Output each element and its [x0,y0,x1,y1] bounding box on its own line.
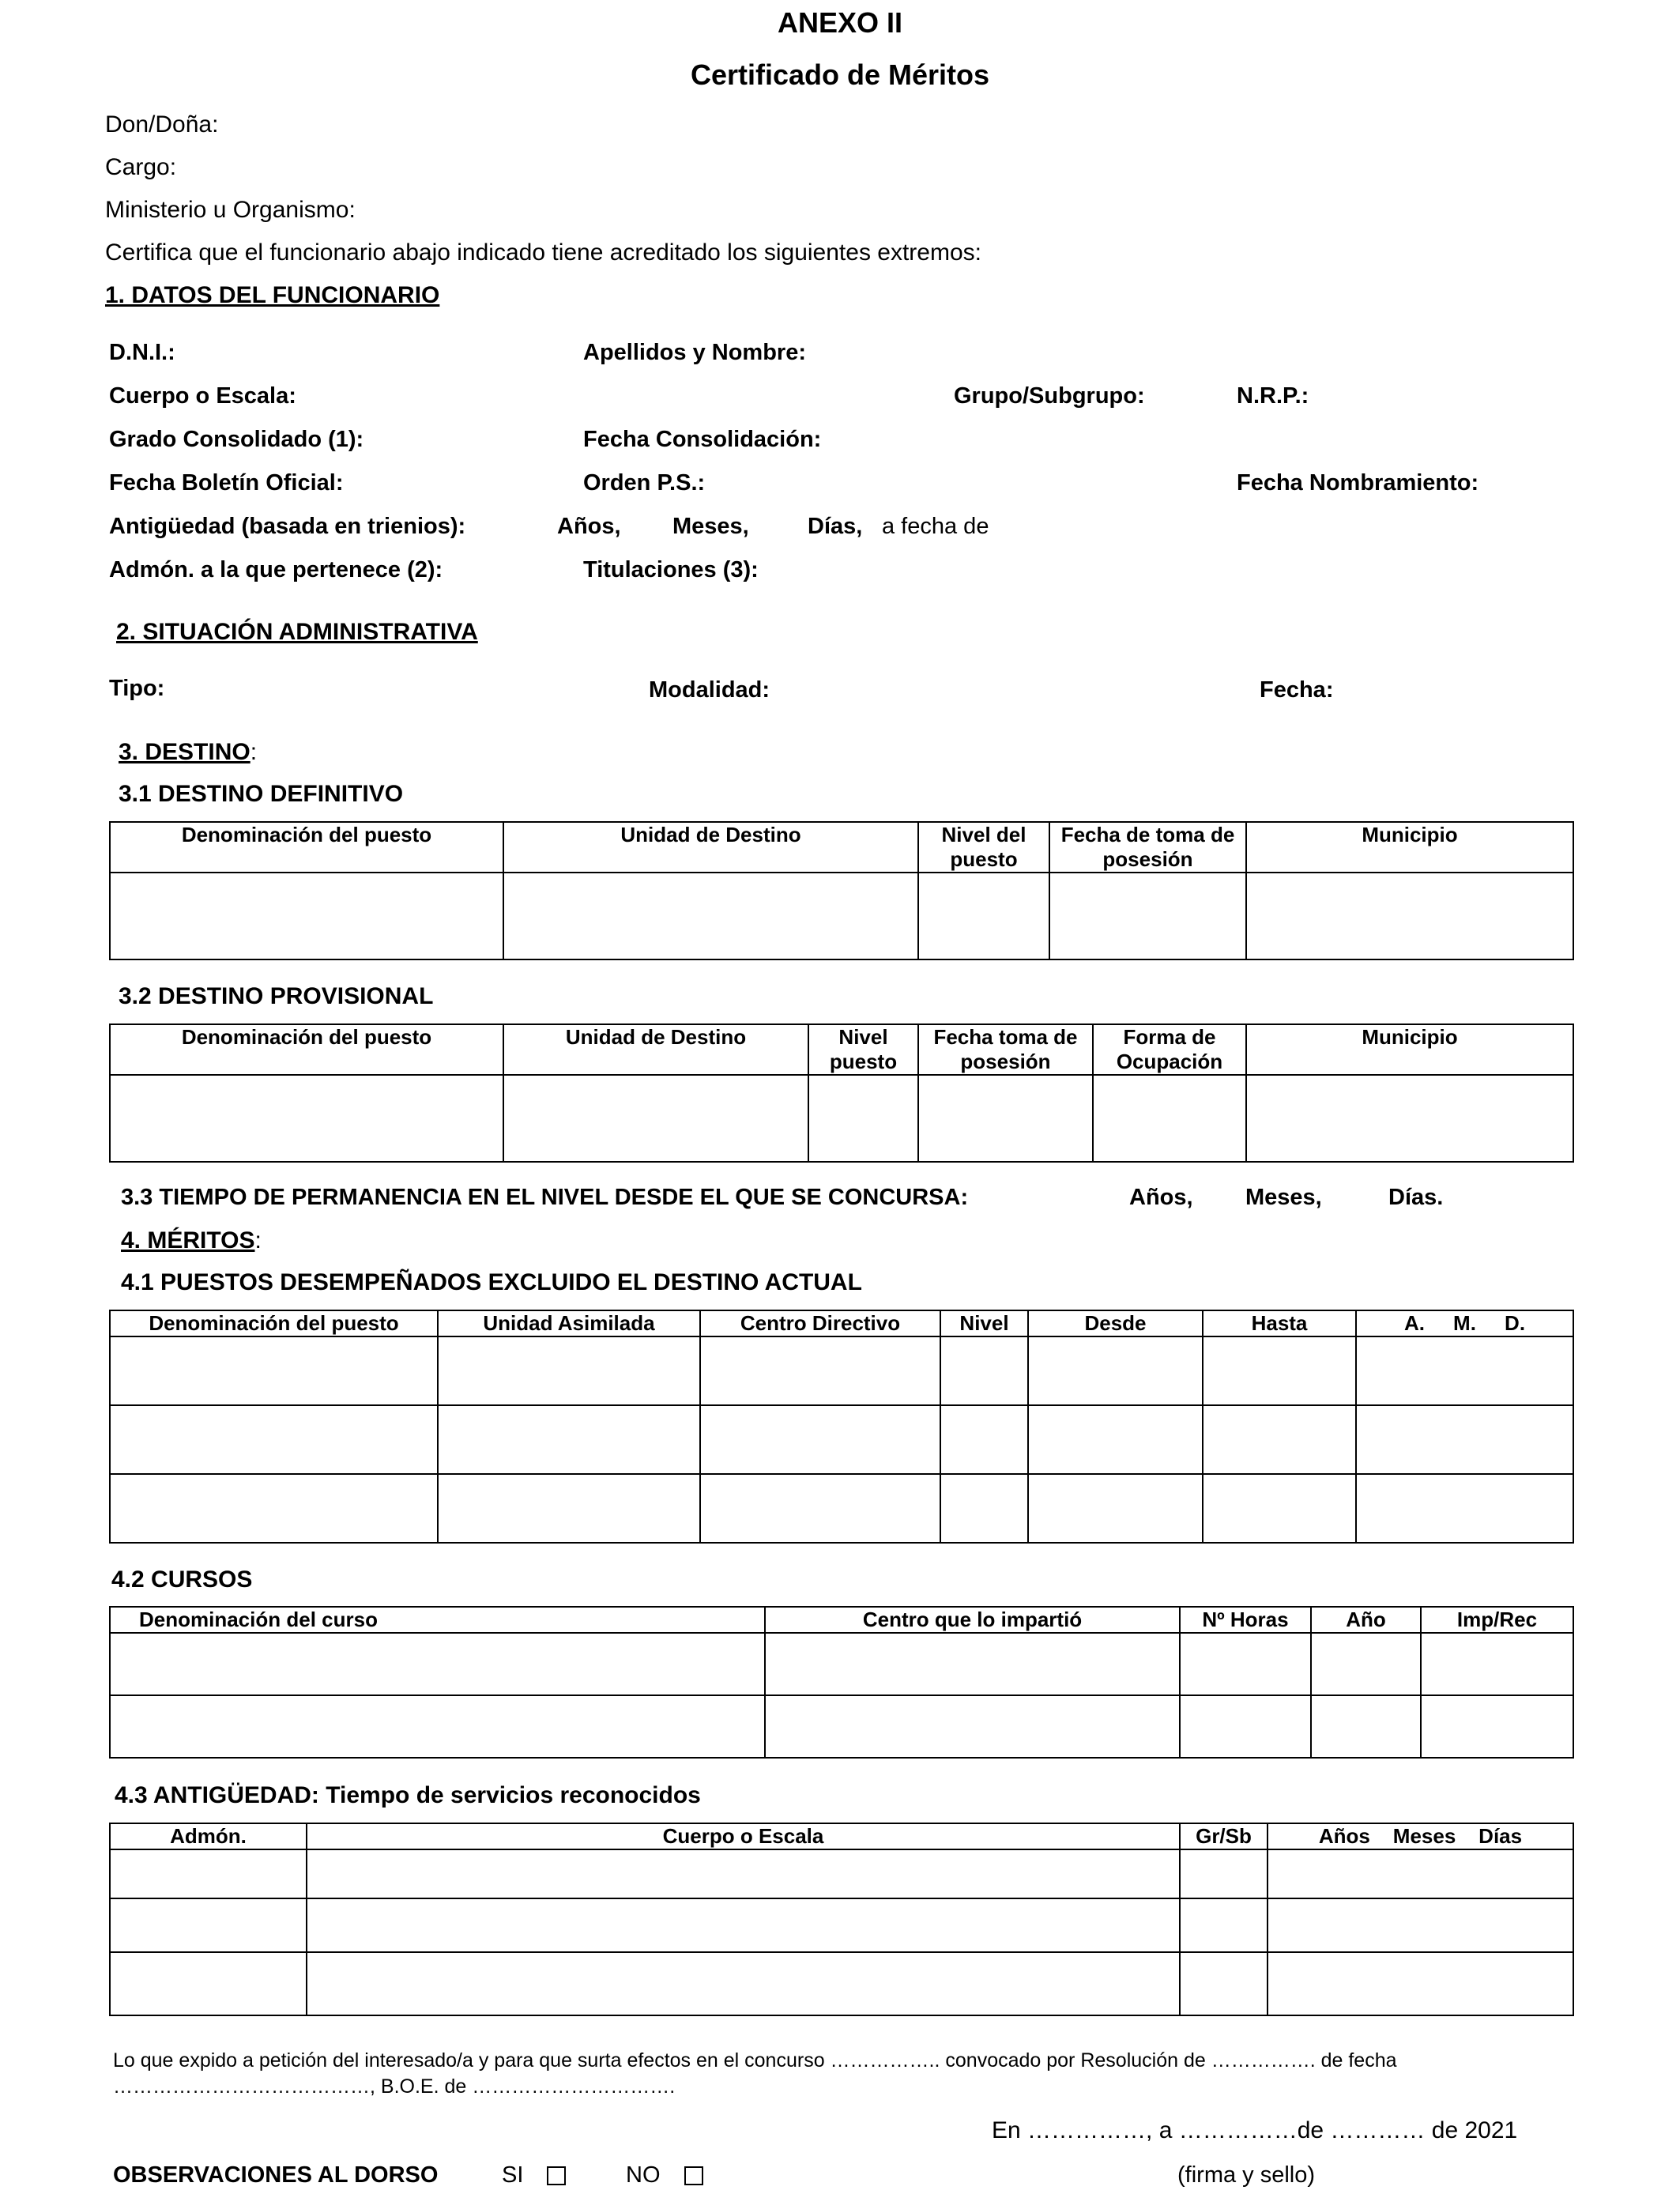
column-header: Denominación del curso [110,1607,765,1633]
column-header: Fecha toma de posesión [918,1024,1093,1075]
lugar-fecha-line: En ……………, a ……………de ………… de 2021 [992,2117,1518,2143]
no-option[interactable] [626,2162,703,2188]
don-dona-label: Don/Doña: [105,111,219,138]
column-header: Años Meses Días [1268,1823,1573,1849]
table-cell[interactable] [1203,1474,1356,1543]
permanencia-meses-label: Meses, [1245,1185,1322,1210]
section3-heading: 3. DESTINO: [119,739,258,765]
table-cell[interactable] [110,1336,438,1405]
destino-definitivo-heading: 3.1 DESTINO DEFINITIVO [119,781,404,807]
table-cell[interactable] [940,1474,1028,1543]
permanencia-dias-label: Días. [1388,1185,1444,1210]
ministerio-label: Ministerio u Organismo: [105,197,356,223]
dni-label: D.N.I.: [109,340,175,365]
column-header: Año [1311,1607,1421,1633]
table-row [110,1405,1573,1474]
table-cell[interactable] [700,1405,940,1474]
table-cell[interactable] [765,1633,1180,1695]
admon-label: Admón. a la que pertenece (2): [109,557,443,582]
destino-definitivo-table [109,821,1574,960]
si-checkbox[interactable] [547,2166,566,2185]
table-cell[interactable] [1093,1075,1246,1162]
column-header: Nivel puesto [808,1024,918,1075]
page-title: Certificado de Méritos [690,58,990,91]
titulaciones-label: Titulaciones (3): [583,557,759,582]
antiguedad-label: Antigüedad (basada en trienios): [109,514,466,539]
table-cell[interactable] [1203,1405,1356,1474]
table-cell[interactable] [918,1075,1093,1162]
column-header: Forma de Ocupación [1093,1024,1246,1075]
fecha-label: Fecha: [1260,677,1334,703]
column-header: Unidad de Destino [503,822,918,873]
table-row [110,1075,1573,1162]
destino-provisional-heading: 3.2 DESTINO PROVISIONAL [119,983,434,1009]
table-row [110,873,1573,959]
permanencia-label: 3.3 TIEMPO DE PERMANENCIA EN EL NIVEL DESDE EL QUE SE CONCURSA: [121,1185,969,1210]
table-cell[interactable] [503,873,918,959]
table-cell[interactable] [1028,1474,1203,1543]
table-cell[interactable] [1180,1898,1268,1952]
expido-text-line2: …………………………………, B.O.E. de …………………………. [113,2075,676,2098]
table-cell[interactable] [110,873,503,959]
table-cell[interactable] [110,1952,307,2015]
table-cell[interactable] [110,1695,765,1758]
column-header: A. M. D. [1356,1310,1573,1336]
cursos-heading: 4.2 CURSOS [111,1566,253,1593]
column-header: Nivel del puesto [918,822,1049,873]
si-option[interactable] [502,2162,566,2188]
puestos-table [109,1310,1574,1544]
table-cell[interactable] [1268,1898,1573,1952]
antiguedad-anos-label: Años, [557,514,621,539]
table-cell[interactable] [438,1336,700,1405]
column-header: Unidad de Destino [503,1024,808,1075]
table-cell[interactable] [940,1405,1028,1474]
table-cell[interactable] [1356,1405,1573,1474]
a-fecha-de-label: a fecha de [882,514,989,539]
observaciones-label: OBSERVACIONES AL DORSO [113,2162,439,2188]
nrp-label: N.R.P.: [1237,383,1309,409]
table-cell[interactable] [110,1405,438,1474]
table-cell[interactable] [1421,1633,1573,1695]
grupo-label: Grupo/Subgrupo: [954,383,1145,409]
table-cell[interactable] [1028,1405,1203,1474]
column-header: Municipio [1246,1024,1573,1075]
table-cell[interactable] [1180,1633,1311,1695]
orden-ps-label: Orden P.S.: [583,470,706,496]
table-row [110,1952,1573,2015]
table-row [110,1898,1573,1952]
table-cell[interactable] [438,1405,700,1474]
grado-label: Grado Consolidado (1): [109,427,364,452]
table-cell[interactable] [307,1952,1180,2015]
table-cell[interactable] [110,1075,503,1162]
section2-heading: 2. SITUACIÓN ADMINISTRATIVA [116,619,478,645]
fecha-nombramiento-label: Fecha Nombramiento: [1237,470,1479,496]
table-cell[interactable] [1268,1952,1573,2015]
tipo-label: Tipo: [109,676,165,701]
antiguedad-servicios-heading: 4.3 ANTIGÜEDAD: Tiempo de servicios reconocidos [115,1782,701,1808]
column-header: Cuerpo o Escala [307,1823,1180,1849]
table-cell[interactable] [110,1898,307,1952]
table-row [110,1849,1573,1898]
table-cell[interactable] [1028,1336,1203,1405]
cuerpo-label: Cuerpo o Escala: [109,383,296,409]
table-cell[interactable] [110,1633,765,1695]
table-cell[interactable] [1180,1849,1268,1898]
column-header: Desde [1028,1310,1203,1336]
si-label: SI [502,2162,524,2188]
column-header: Centro que lo impartió [765,1607,1180,1633]
column-header: Nivel [940,1310,1028,1336]
table-cell[interactable] [1203,1336,1356,1405]
fecha-consolidacion-label: Fecha Consolidación: [583,427,822,452]
permanencia-anos-label: Años, [1129,1185,1193,1210]
table-cell[interactable] [1049,873,1246,959]
table-cell[interactable] [1356,1474,1573,1543]
table-row [110,1336,1573,1405]
table-row [110,1633,1573,1695]
section1-heading: 1. DATOS DEL FUNCIONARIO [105,282,440,308]
table-cell[interactable] [1180,1695,1311,1758]
table-cell[interactable] [1246,873,1573,959]
table-cell[interactable] [700,1474,940,1543]
table-cell[interactable] [940,1336,1028,1405]
fecha-boletin-label: Fecha Boletín Oficial: [109,470,344,496]
table-cell[interactable] [1421,1695,1573,1758]
annex-title: ANEXO II [777,6,903,39]
table-cell[interactable] [438,1474,700,1543]
firma-label: (firma y sello) [1177,2162,1316,2188]
column-header: Admón. [110,1823,307,1849]
antiguedad-table [109,1823,1574,2016]
table-cell[interactable] [1311,1695,1421,1758]
antiguedad-dias-label: Días, [808,514,863,539]
table-row [110,1695,1573,1758]
table-cell[interactable] [700,1336,940,1405]
table-cell[interactable] [503,1075,808,1162]
table-cell[interactable] [765,1695,1180,1758]
modalidad-label: Modalidad: [649,677,770,703]
table-cell[interactable] [918,873,1049,959]
table-cell[interactable] [1180,1952,1268,2015]
table-cell[interactable] [1356,1336,1573,1405]
column-header: Imp/Rec [1421,1607,1573,1633]
table-cell[interactable] [808,1075,918,1162]
table-cell[interactable] [307,1898,1180,1952]
column-header: Unidad Asimilada [438,1310,700,1336]
certifica-text: Certifica que el funcionario abajo indicado tiene acreditado los siguientes extremos: [105,239,981,266]
expido-text-line1: Lo que expido a petición del interesado/a y para que surta efectos en el concurso …………….. convocado por Resolución de ……………. de fecha [113,2049,1397,2071]
column-header: Denominación del puesto [110,822,503,873]
column-header: Municipio [1246,822,1573,873]
table-cell[interactable] [1246,1075,1573,1162]
table-row [110,1474,1573,1543]
table-cell[interactable] [110,1849,307,1898]
no-checkbox[interactable] [684,2166,703,2185]
antiguedad-meses-label: Meses, [672,514,749,539]
no-label: NO [626,2162,661,2188]
table-cell[interactable] [1268,1849,1573,1898]
column-header: Nº Horas [1180,1607,1311,1633]
apellidos-label: Apellidos y Nombre: [583,340,806,365]
table-cell[interactable] [1311,1633,1421,1695]
column-header: Fecha de toma de posesión [1049,822,1246,873]
column-header: Gr/Sb [1180,1823,1268,1849]
column-header: Hasta [1203,1310,1356,1336]
cursos-table [109,1606,1574,1759]
destino-provisional-table [109,1023,1574,1163]
table-cell[interactable] [110,1474,438,1543]
column-header: Denominación del puesto [110,1024,503,1075]
column-header: Denominación del puesto [110,1310,438,1336]
cargo-label: Cargo: [105,154,177,180]
puestos-heading: 4.1 PUESTOS DESEMPEÑADOS EXCLUIDO EL DESTINO ACTUAL [121,1269,862,1295]
section4-heading: 4. MÉRITOS: [121,1227,262,1253]
column-header: Centro Directivo [700,1310,940,1336]
table-cell[interactable] [307,1849,1180,1898]
